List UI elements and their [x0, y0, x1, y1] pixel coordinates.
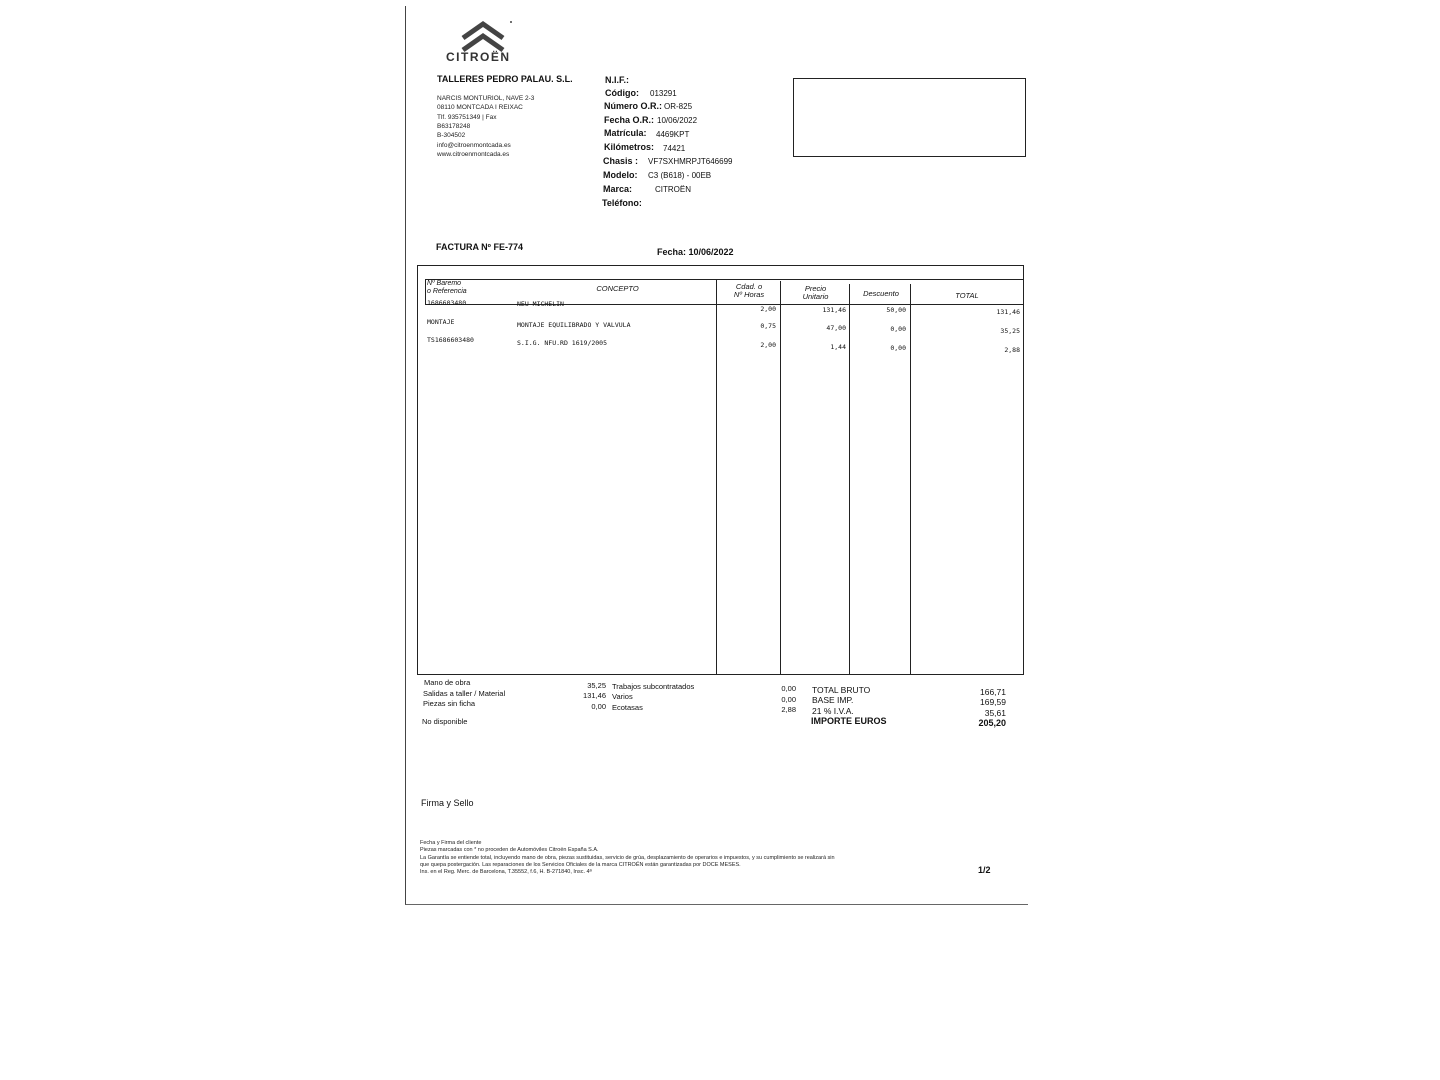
km-label: Kilómetros:: [604, 142, 655, 152]
row-ref: MONTAJE: [427, 318, 455, 326]
header-total: TOTAL: [955, 291, 979, 300]
fecha-or-value: 10/06/2022: [657, 116, 698, 125]
header-qty: Cdad. o Nº Horas: [733, 282, 765, 299]
client-address-box: [793, 78, 1026, 157]
row-total: 35,25: [1000, 327, 1020, 335]
row-qty: 2,00: [760, 341, 776, 349]
no-disponible-label: No disponible: [422, 717, 468, 726]
base-value: 169,59: [980, 697, 1006, 707]
invoice-title: FACTURA Nº FE-774: [436, 242, 523, 252]
row-price: 47,00: [826, 324, 846, 332]
piezas-label: Piezas sin ficha: [423, 699, 476, 708]
table-col-line: [849, 284, 850, 675]
header-ref: Nº Baremo o Referencia: [427, 280, 467, 295]
ecotasas-value: 2,88: [781, 705, 796, 714]
row-total: 2,88: [1004, 346, 1020, 354]
company-address1: NARCIS MONTURIOL, NAVE 2-3: [437, 95, 535, 102]
salidas-label: Salidas a taller / Material: [423, 689, 506, 698]
row-disc: 0,00: [890, 344, 906, 352]
chasis-label: Chasis :: [603, 156, 639, 166]
piezas-value: 0,00: [591, 702, 606, 711]
mano-obra-value: 35,25: [587, 681, 606, 690]
iva-value: 35,61: [984, 708, 1006, 718]
iva-label: 21 % I.V.A.: [812, 706, 854, 716]
nif-label: N.I.F.:: [605, 75, 629, 85]
codigo-value: 013291: [650, 89, 677, 98]
matricula-value: 4469KPT: [656, 130, 690, 139]
table-col-line: [716, 280, 717, 675]
legal-line: que quepa postergación. Las reparaciones de los Servicios Oficiales de la marca CITROËN están garantizadas por DOCE MESES.: [420, 862, 741, 868]
varios-value: 0,00: [781, 695, 796, 704]
header-concepto: CONCEPTO: [596, 284, 639, 293]
base-label: BASE IMP.: [812, 695, 854, 705]
marca-value: CITROËN: [655, 185, 691, 194]
telefono-label: Teléfono:: [602, 198, 642, 208]
trabajos-label: Trabajos subcontratados: [612, 682, 695, 691]
trabajos-value: 0,00: [781, 684, 796, 693]
company-email: info@citroenmontcada.es: [437, 142, 511, 149]
mano-obra-label: Mano de obra: [424, 678, 471, 687]
total-bruto-value: 166,71: [980, 687, 1006, 697]
table-col-line: [425, 279, 426, 304]
codigo-label: Código:: [605, 88, 639, 98]
row-disc: 50,00: [886, 306, 906, 314]
row-concepto: MONTAJE EQUILIBRADO Y VALVULA: [517, 321, 631, 329]
company-address2: 08110 MONTCADA I REIXAC: [437, 104, 523, 111]
legal-line: La Garantía se entiende total, incluyendo mano de obra, piezas sustituidas, servicio de grúa, desplazamiento de operarios e impuestos, y su cumplimiento se realizará sin: [420, 855, 835, 861]
table-header-top: [425, 279, 1023, 280]
row-ref: 1686603480: [427, 299, 467, 307]
company-web: www.citroenmontcada.es: [437, 151, 510, 158]
importe-label: IMPORTE EUROS: [811, 716, 887, 726]
page-number: 1/2: [978, 865, 991, 875]
varios-label: Varios: [612, 692, 633, 701]
table-col-line: [1023, 279, 1024, 304]
importe-value: 205,20: [978, 718, 1006, 728]
row-price: 131,46: [822, 306, 846, 314]
salidas-value: 131,46: [583, 691, 606, 700]
or-label: Número O.R.:: [604, 101, 663, 111]
ecotasas-label: Ecotasas: [612, 703, 643, 712]
brand-wordmark: CITROËN: [446, 50, 511, 64]
company-phone: Tlf. 935751349 | Fax: [437, 114, 497, 121]
company-cif: B63178248: [437, 123, 471, 130]
row-price: 1,44: [830, 343, 846, 351]
row-qty: 2,00: [760, 305, 776, 313]
or-value: OR-825: [664, 102, 693, 111]
row-concepto: S.I.G. NFU.RD 1619/2005: [517, 339, 608, 347]
firma-sello: Firma y Sello: [421, 798, 474, 808]
company-name: TALLERES PEDRO PALAU. S.L.: [437, 74, 573, 84]
redacted-client-name: [796, 109, 856, 121]
marca-label: Marca:: [603, 184, 633, 194]
legal-line: Fecha y Firma del cliente: [420, 840, 482, 846]
km-value: 74421: [663, 144, 686, 153]
row-disc: 0,00: [890, 325, 906, 333]
row-total: 131,46: [996, 308, 1020, 316]
legal-line: Piezas marcadas con * no proceden de Automóviles Citroën España S.A.: [420, 847, 599, 853]
legal-line: Ins. en el Reg. Merc. de Barcelona, T.35552, f.6, H. B-271840, Insc. 4ª: [420, 869, 592, 875]
matricula-label: Matrícula:: [604, 128, 647, 138]
table-col-line: [780, 281, 781, 675]
fecha-or-label: Fecha O.R.:: [604, 115, 655, 125]
modelo-label: Modelo:: [603, 170, 638, 180]
company-reg: B-304502: [437, 132, 466, 139]
row-qty: 0,75: [760, 322, 776, 330]
invoice-date: Fecha: 10/06/2022: [657, 247, 734, 257]
row-concepto: NEU MICHELIN: [517, 300, 564, 308]
row-ref: TS1686603480: [427, 336, 474, 344]
header-disc: Descuento: [863, 289, 899, 298]
chasis-value: VF7SXHMRPJT646699: [648, 157, 733, 166]
table-col-line: [910, 284, 911, 675]
header-price: Precio Unitario: [802, 284, 829, 301]
modelo-value: C3 (B618) - 00EB: [648, 171, 712, 180]
total-bruto-label: TOTAL BRUTO: [812, 685, 871, 695]
